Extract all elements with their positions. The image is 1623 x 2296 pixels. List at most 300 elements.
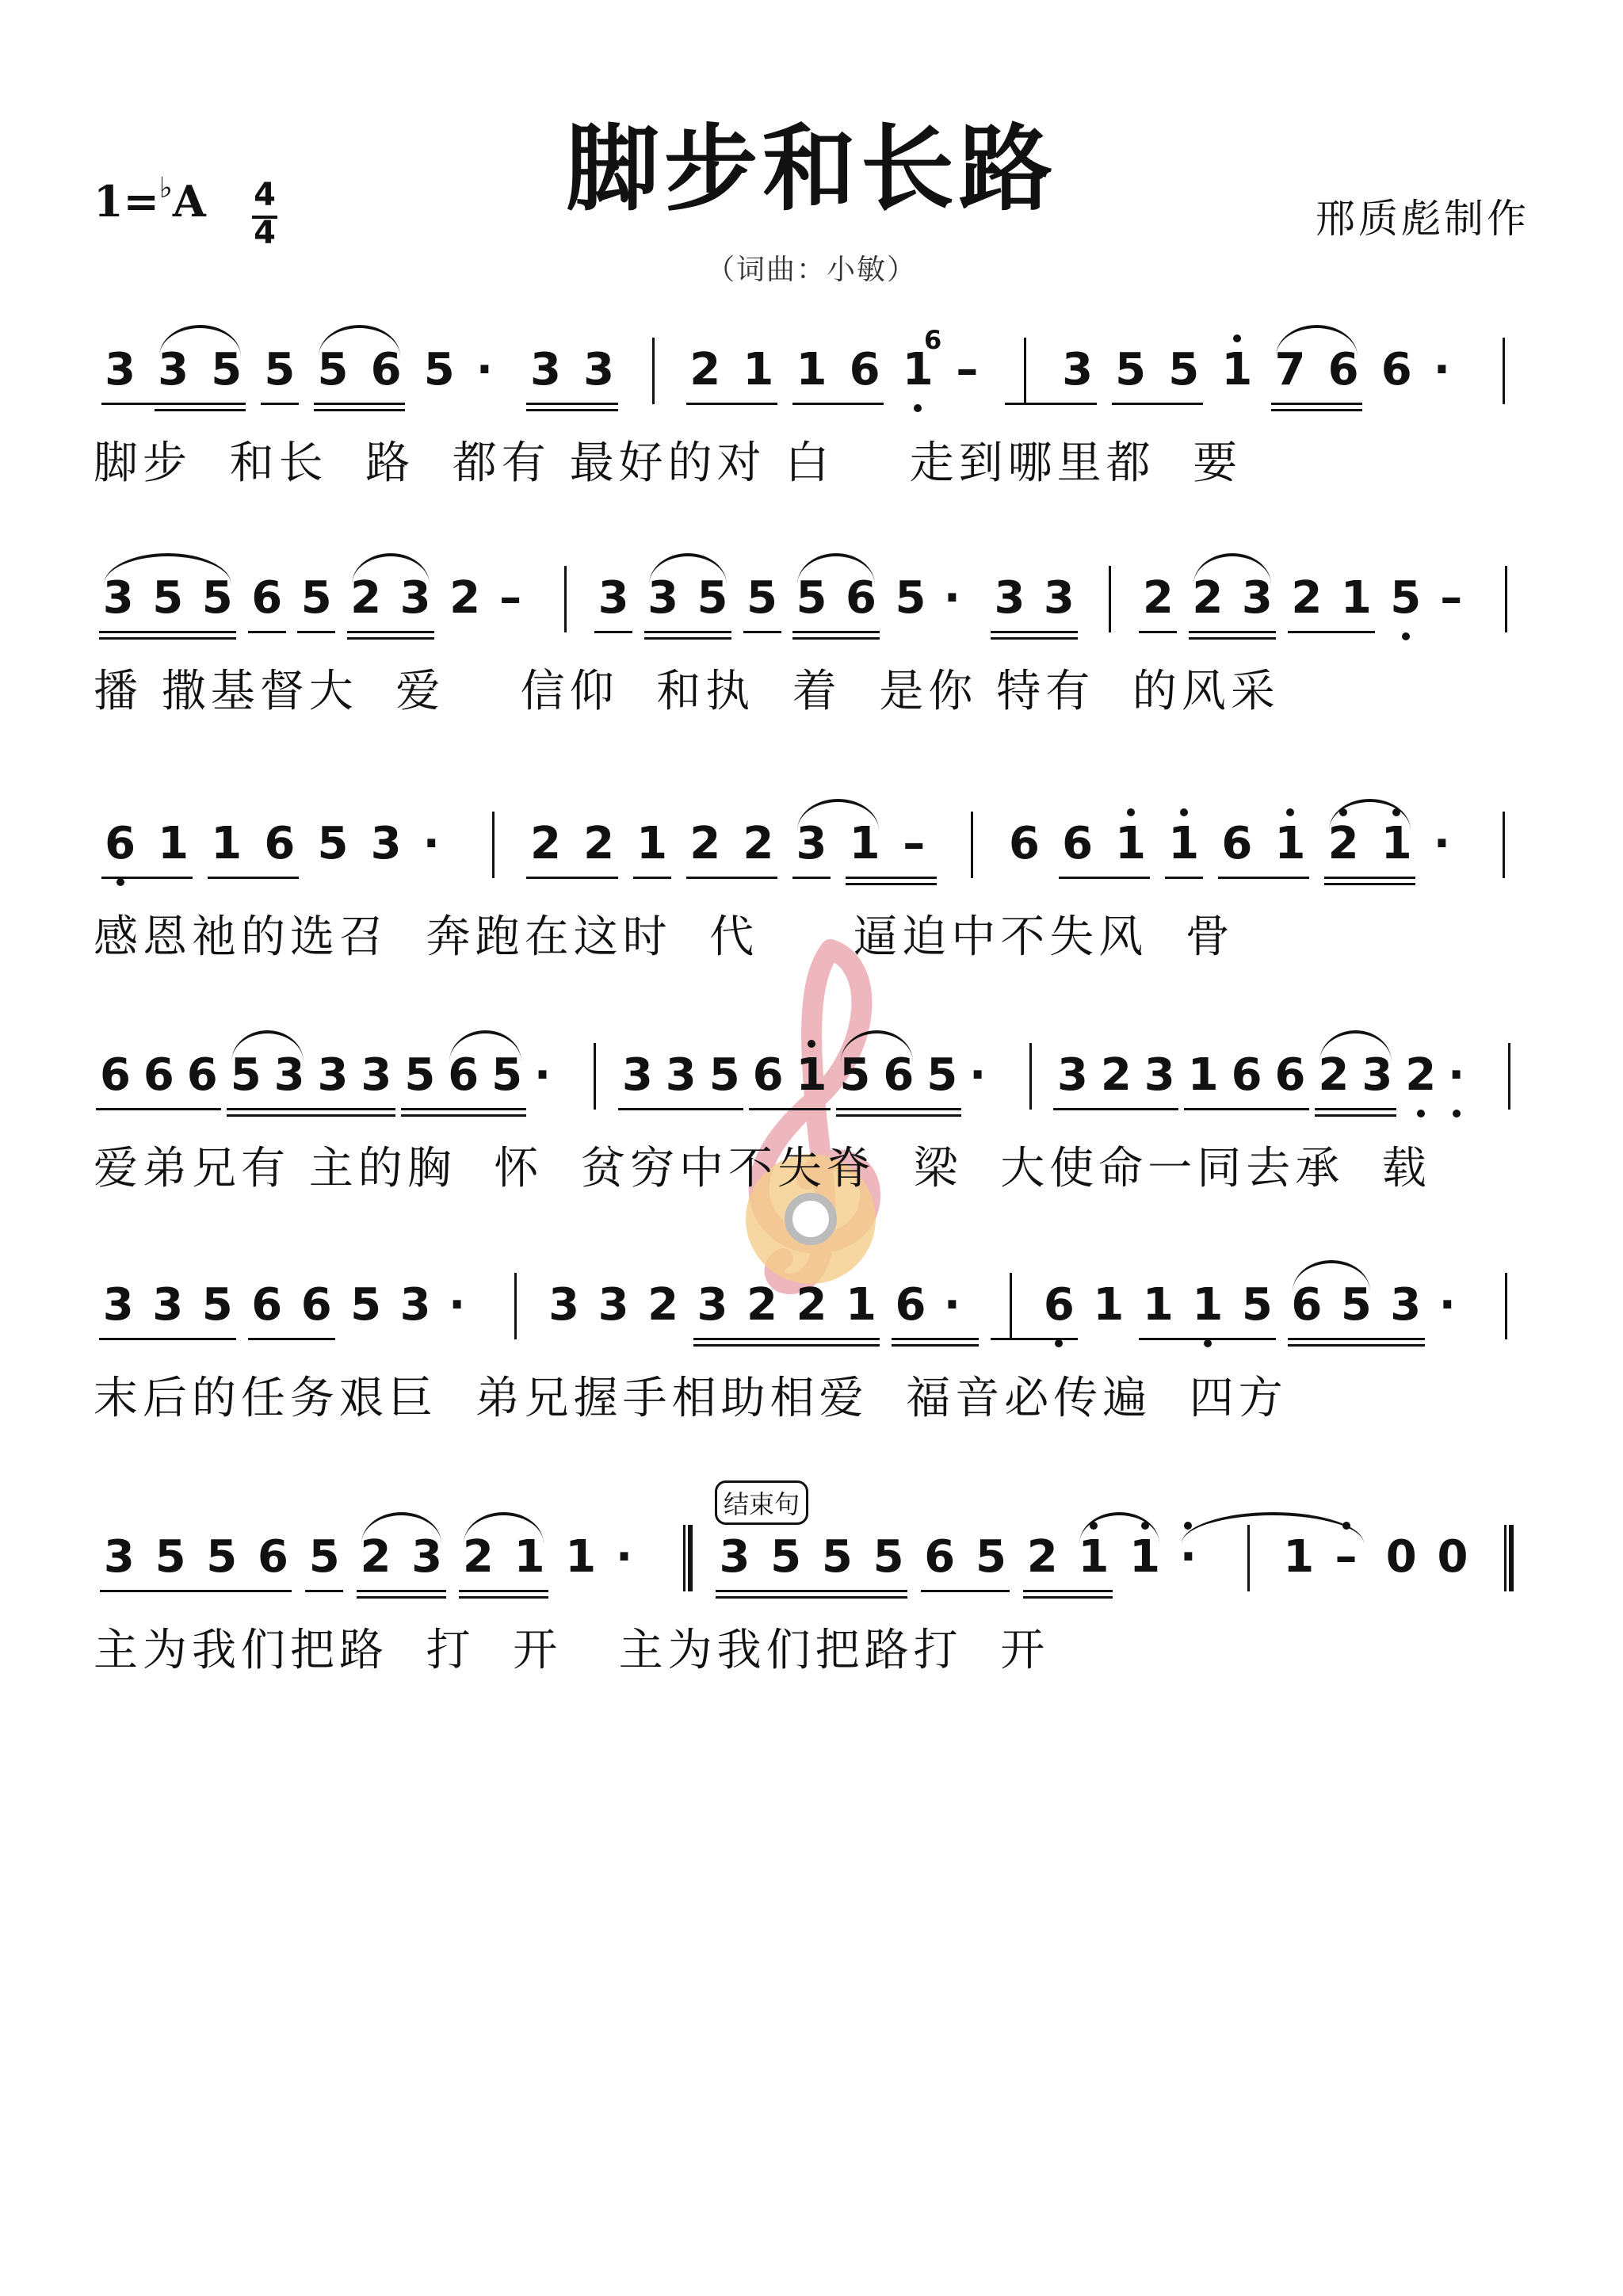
note: 3: [1361, 1049, 1393, 1101]
duration-underline: [1315, 1114, 1396, 1117]
duration-underline: [644, 631, 731, 633]
duration-underline: [618, 1108, 743, 1110]
octave-up-dot: [1286, 808, 1294, 816]
note: 5: [821, 1531, 853, 1583]
duration-underline: [633, 877, 671, 879]
note: 5: [308, 1531, 340, 1583]
note: 1: [1142, 1279, 1174, 1331]
augmentation-dot: ·: [968, 1049, 987, 1101]
sustain-dash: –: [1331, 1530, 1362, 1585]
note: 6: [752, 1049, 784, 1101]
sustain-dash: –: [956, 344, 979, 395]
note: 5: [1115, 344, 1147, 395]
duration-underline: [686, 877, 777, 879]
duration-underline: [347, 637, 434, 640]
notation-line: [0, 1278, 1623, 1357]
double-barline: [683, 1525, 693, 1591]
note: 1: [1188, 1278, 1228, 1333]
note: 5: [317, 818, 349, 869]
barline: [492, 812, 495, 878]
duration-underline: [401, 1108, 526, 1110]
note: 3: [529, 344, 561, 395]
note: 1: [849, 818, 880, 869]
duration-underline: [792, 877, 831, 879]
octave-up-dot: [1127, 808, 1135, 816]
duration-underline: [1184, 1108, 1309, 1110]
augmentation-dot: ·: [448, 1279, 466, 1331]
duration-underline: [100, 1590, 292, 1592]
duration-underline: [686, 403, 777, 405]
slur-arc: [1182, 1512, 1364, 1544]
duration-underline: [101, 877, 193, 879]
augmentation-dot: ·: [1433, 344, 1450, 395]
flat-symbol: ♭: [158, 171, 173, 204]
note: 1: [1187, 1049, 1219, 1101]
duration-underline: [1053, 1108, 1178, 1110]
duration-underline: [526, 877, 617, 879]
score-row-1: [0, 342, 1623, 517]
duration-underline: [401, 1114, 526, 1117]
duration-underline: [1189, 637, 1276, 640]
note: 1: [211, 818, 242, 869]
note: 1: [1164, 816, 1204, 872]
notation-line: [0, 816, 1623, 896]
note: 1: [514, 1531, 545, 1583]
barline: [1503, 812, 1505, 878]
duration-underline: [892, 1344, 979, 1347]
note: 5: [491, 1049, 523, 1101]
lyrics-line: 脚步 和长 路 都有 最好的对 白 走到哪里都 要: [94, 437, 1243, 489]
duration-underline: [792, 403, 884, 405]
augmentation-dot: ·: [475, 344, 493, 395]
note: 1: [845, 1279, 876, 1331]
duration-underline: [1288, 1338, 1425, 1340]
duration-underline: [1324, 877, 1415, 879]
barline: [652, 338, 655, 404]
note: 1: [158, 818, 189, 869]
lyrics-line: 感恩祂的选召 奔跑在这时 代 逼迫中不失风 骨: [94, 911, 1235, 963]
note: 5: [201, 1279, 233, 1331]
note: 6: [1039, 1278, 1079, 1333]
note: 5: [404, 1049, 436, 1101]
slur-arc: [797, 799, 879, 831]
note: 3: [158, 344, 189, 395]
note: 6: [1062, 818, 1094, 869]
duration-underline: [1139, 1338, 1276, 1340]
duration-underline: [693, 1344, 880, 1347]
barline: [971, 812, 973, 878]
note: 2: [1142, 572, 1174, 624]
note: 5: [895, 572, 926, 624]
note: 1: [1125, 1530, 1165, 1585]
slur-arc: [319, 325, 400, 357]
note: 1: [1283, 1531, 1315, 1583]
note: 5: [1168, 344, 1200, 395]
duration-underline: [227, 1108, 395, 1110]
duration-underline: [96, 1108, 221, 1110]
note: 5: [350, 1279, 382, 1331]
time-signature-top: 4: [254, 177, 276, 213]
note: 2: [360, 1531, 391, 1583]
slur-arc: [104, 553, 231, 585]
note: 1: [565, 1531, 597, 1583]
duration-underline: [1112, 403, 1203, 405]
duration-underline: [357, 1596, 446, 1599]
barline: [1024, 338, 1026, 404]
notation-line: [0, 342, 1623, 422]
octave-up-dot: [1233, 334, 1241, 342]
note: 2: [462, 1531, 494, 1583]
note: 2: [1318, 1049, 1350, 1101]
duration-underline: [1324, 883, 1415, 885]
slur-arc: [649, 553, 727, 585]
duration-underline: [716, 1596, 907, 1599]
lyrics-line: 爱弟兄有 主的胸 怀 贫穷中不失脊 梁 大使命一同去承 载: [94, 1143, 1431, 1194]
score-row-2: [0, 571, 1623, 745]
octave-down-dot: [914, 404, 922, 412]
note: 0: [1437, 1531, 1468, 1583]
duration-underline: [261, 403, 299, 405]
duration-underline: [314, 409, 405, 411]
augmentation-dot: ·: [422, 818, 440, 869]
duration-underline: [347, 631, 434, 633]
duration-underline: [743, 631, 781, 633]
note: 2: [689, 344, 721, 395]
note: 6: [1327, 344, 1359, 395]
duration-underline: [1165, 877, 1203, 879]
duration-underline: [155, 403, 246, 405]
note: 6: [370, 344, 402, 395]
note: 3: [583, 344, 615, 395]
duration-underline: [1139, 631, 1177, 633]
duration-underline: [846, 877, 937, 879]
note: 1: [792, 1048, 831, 1103]
note: 5: [211, 344, 242, 395]
barline: [564, 566, 567, 632]
duration-underline: [846, 883, 937, 885]
barline: [1505, 566, 1507, 632]
augmentation-dot: ·: [1438, 1279, 1456, 1331]
note: 2: [1323, 816, 1363, 872]
note: 5: [423, 344, 455, 395]
note: 2: [1401, 1048, 1441, 1103]
duration-underline: [792, 631, 880, 633]
slur-arc: [1319, 1030, 1392, 1062]
sustain-dash: –: [499, 572, 522, 624]
note: 5: [264, 344, 296, 395]
sustain-dash: –: [1440, 572, 1463, 624]
duration-underline: [99, 1338, 236, 1340]
duration-underline: [594, 631, 632, 633]
note: 3: [370, 818, 402, 869]
note: 3: [1062, 344, 1094, 395]
note: 6: [143, 1049, 174, 1101]
note: 3: [994, 572, 1025, 624]
duration-underline: [459, 1596, 548, 1599]
sustain-dash: –: [903, 818, 926, 869]
duration-underline: [991, 1338, 1078, 1340]
duration-underline: [99, 631, 236, 633]
lyrics-music-credit: （词曲：小敏）: [705, 254, 917, 286]
note: 6: [883, 1049, 915, 1101]
duration-underline: [155, 409, 246, 411]
note: 1: [1217, 342, 1257, 398]
note: 2: [689, 818, 721, 869]
note: 5: [206, 1531, 238, 1583]
augmentation-dot: ·: [1445, 1048, 1468, 1103]
note: 6: [1291, 1279, 1323, 1331]
note: 3: [796, 818, 827, 869]
double-barline: [1504, 1525, 1514, 1591]
note: 7: [1274, 344, 1306, 395]
note: 1: [636, 818, 668, 869]
duration-underline: [1288, 631, 1375, 633]
slur-arc: [1079, 1512, 1159, 1544]
note: 5: [1386, 571, 1426, 626]
note: 6: [251, 1279, 283, 1331]
octave-up-dot: [1180, 808, 1188, 816]
grace-note: 6: [924, 325, 942, 355]
note: 6: [186, 1049, 218, 1101]
note: 6: [1221, 818, 1253, 869]
lyrics-line: 主为我们把路 打 开 主为我们把路打 开: [94, 1625, 1050, 1676]
duration-underline: [991, 637, 1078, 640]
note: 6: [448, 1049, 479, 1101]
note: 2: [350, 572, 382, 624]
note: 6: [1008, 818, 1040, 869]
note: 6: [1381, 344, 1412, 395]
note: 3: [1056, 1049, 1088, 1101]
duration-underline: [1023, 1590, 1113, 1592]
duration-underline: [693, 1338, 880, 1340]
note: 2: [647, 1279, 679, 1331]
barline: [594, 1043, 596, 1110]
slur-arc: [1293, 1260, 1370, 1292]
barline: [1505, 1273, 1507, 1339]
note: 3: [1144, 1049, 1175, 1101]
octave-down-dot: [116, 878, 124, 886]
duration-underline: [1005, 403, 1096, 405]
note: 3: [273, 1049, 305, 1101]
duration-underline: [248, 631, 286, 633]
note: 6: [258, 1531, 288, 1583]
octave-up-dot: [1184, 1522, 1192, 1530]
notation-line: [0, 1048, 1623, 1127]
note: 3: [105, 344, 136, 395]
note: 3: [665, 1049, 697, 1101]
note: 6: [300, 1279, 332, 1331]
note: 3: [697, 1279, 728, 1331]
duration-underline: [305, 1590, 343, 1592]
note: 3: [102, 1279, 134, 1331]
barline: [1503, 338, 1505, 404]
duration-underline: [459, 1590, 548, 1592]
note: 3: [399, 572, 431, 624]
slur-arc: [1276, 325, 1358, 357]
note: 3: [647, 572, 679, 624]
note: 1: [743, 344, 774, 395]
note: 5: [976, 1531, 1006, 1583]
barline: [1010, 1273, 1012, 1339]
note: 1: [1270, 816, 1310, 872]
duration-underline: [991, 631, 1078, 633]
lyrics-line: 播 撒基督大 爱 信仰 和执 着 是你 特有 的风采: [94, 666, 1280, 717]
note: 2: [1192, 572, 1224, 624]
ending-phrase-marker: 结束句: [715, 1480, 808, 1525]
augmentation-dot: ·: [1176, 1530, 1200, 1585]
duration-underline: [526, 409, 617, 411]
note: 6: [845, 572, 876, 624]
note: 6: [99, 1049, 131, 1101]
note: 0: [1385, 1531, 1417, 1583]
duration-underline: [1315, 1108, 1396, 1110]
note: 5: [839, 1049, 871, 1101]
duration-underline: [99, 637, 236, 640]
barline: [1508, 1043, 1510, 1110]
slur-arc: [352, 553, 430, 585]
note: 5: [770, 1531, 802, 1583]
note: 1: [1074, 1530, 1113, 1585]
duration-underline: [208, 877, 299, 879]
note: 5: [873, 1531, 904, 1583]
octave-down-dot: [1402, 632, 1410, 640]
notation-line: [0, 571, 1623, 650]
note: 5: [155, 1531, 186, 1583]
octave-down-dot: [1204, 1339, 1212, 1347]
note: 5: [926, 1049, 958, 1101]
note: 2: [743, 818, 774, 869]
note: 3: [621, 1049, 653, 1101]
duration-underline: [1189, 631, 1276, 633]
duration-underline: [314, 403, 405, 405]
duration-underline: [921, 1590, 1010, 1592]
slur-arc: [464, 1512, 544, 1544]
duration-underline: [644, 637, 731, 640]
augmentation-dot: ·: [1433, 818, 1450, 869]
note: 3: [102, 572, 134, 624]
note: 2: [583, 818, 615, 869]
note: 2: [449, 572, 481, 624]
key-prefix: 1=: [94, 176, 159, 227]
note: 5: [300, 572, 332, 624]
time-signature: [252, 177, 277, 254]
octave-down-dot: [1417, 1110, 1425, 1117]
barline: [1029, 1043, 1032, 1110]
note: 1: [796, 344, 827, 395]
score-row-6: [0, 1530, 1623, 1704]
note: 6: [251, 572, 283, 624]
note: 5: [1340, 1279, 1372, 1331]
slur-arc: [797, 553, 875, 585]
note: 6: [1274, 1049, 1306, 1101]
note: 1: [898, 342, 938, 398]
barline: [514, 1273, 517, 1339]
note: 6: [264, 818, 296, 869]
note: 5: [317, 344, 349, 395]
note: 6: [1231, 1049, 1262, 1101]
note: 5: [152, 572, 184, 624]
duration-underline: [1288, 1344, 1425, 1347]
note: 3: [548, 1279, 580, 1331]
octave-down-dot: [1055, 1339, 1063, 1347]
note: 5: [796, 572, 827, 624]
note: 1: [1111, 816, 1151, 872]
duration-underline: [1218, 877, 1309, 879]
note: 6: [101, 816, 140, 872]
notation-line: [0, 1530, 1623, 1609]
note: 2: [796, 1279, 827, 1331]
note: 2: [747, 1279, 777, 1331]
author-credit: 邢质彪制作: [1316, 196, 1529, 242]
note: 1: [1340, 572, 1372, 624]
octave-up-dot: [808, 1040, 815, 1048]
note: 3: [1043, 572, 1075, 624]
note: 3: [411, 1531, 443, 1583]
note: 5: [201, 572, 233, 624]
note: 1: [1377, 816, 1416, 872]
note: 6: [849, 344, 880, 395]
note: 5: [230, 1049, 262, 1101]
note: 2: [1291, 572, 1323, 624]
duration-underline: [716, 1590, 907, 1592]
note: 2: [529, 818, 561, 869]
duration-underline: [297, 631, 335, 633]
duration-underline: [836, 1108, 961, 1110]
duration-underline: [357, 1590, 446, 1592]
song-title: 脚步和长路: [565, 113, 1057, 223]
note: 3: [399, 1279, 431, 1331]
slur-arc: [449, 1030, 521, 1062]
duration-underline: [792, 637, 880, 640]
augmentation-dot: ·: [615, 1531, 633, 1583]
time-signature-bottom: 4: [254, 215, 276, 251]
note: 3: [361, 1049, 392, 1101]
augmentation-dot: ·: [943, 1279, 961, 1331]
note: 6: [924, 1531, 956, 1583]
barline: [1109, 566, 1111, 632]
note: 5: [697, 572, 728, 624]
key-note: A: [172, 176, 206, 227]
note: 5: [1241, 1279, 1273, 1331]
slur-arc: [361, 1512, 441, 1544]
augmentation-dot: ·: [533, 1049, 552, 1101]
score-row-3: [0, 816, 1623, 991]
slur-arc: [1329, 799, 1411, 831]
note: 3: [152, 1279, 184, 1331]
duration-underline: [1271, 409, 1362, 411]
duration-underline: [1023, 1596, 1113, 1599]
note: 1: [1093, 1279, 1125, 1331]
octave-down-dot: [1453, 1110, 1461, 1117]
key-signature: [94, 171, 206, 227]
note: 3: [317, 1049, 349, 1101]
note: 3: [1390, 1279, 1422, 1331]
score-row-5: [0, 1278, 1623, 1452]
slur-arc: [1193, 553, 1271, 585]
duration-underline: [892, 1338, 979, 1340]
duration-underline: [1059, 877, 1150, 879]
note: 3: [103, 1531, 135, 1583]
note: 5: [708, 1049, 740, 1101]
slur-arc: [159, 325, 241, 357]
note: 3: [598, 572, 629, 624]
note: 3: [1241, 572, 1273, 624]
note: 2: [1026, 1531, 1058, 1583]
duration-underline: [749, 1108, 831, 1110]
duration-underline: [1271, 403, 1362, 405]
duration-underline: [248, 1338, 335, 1340]
augmentation-dot: ·: [943, 572, 961, 624]
